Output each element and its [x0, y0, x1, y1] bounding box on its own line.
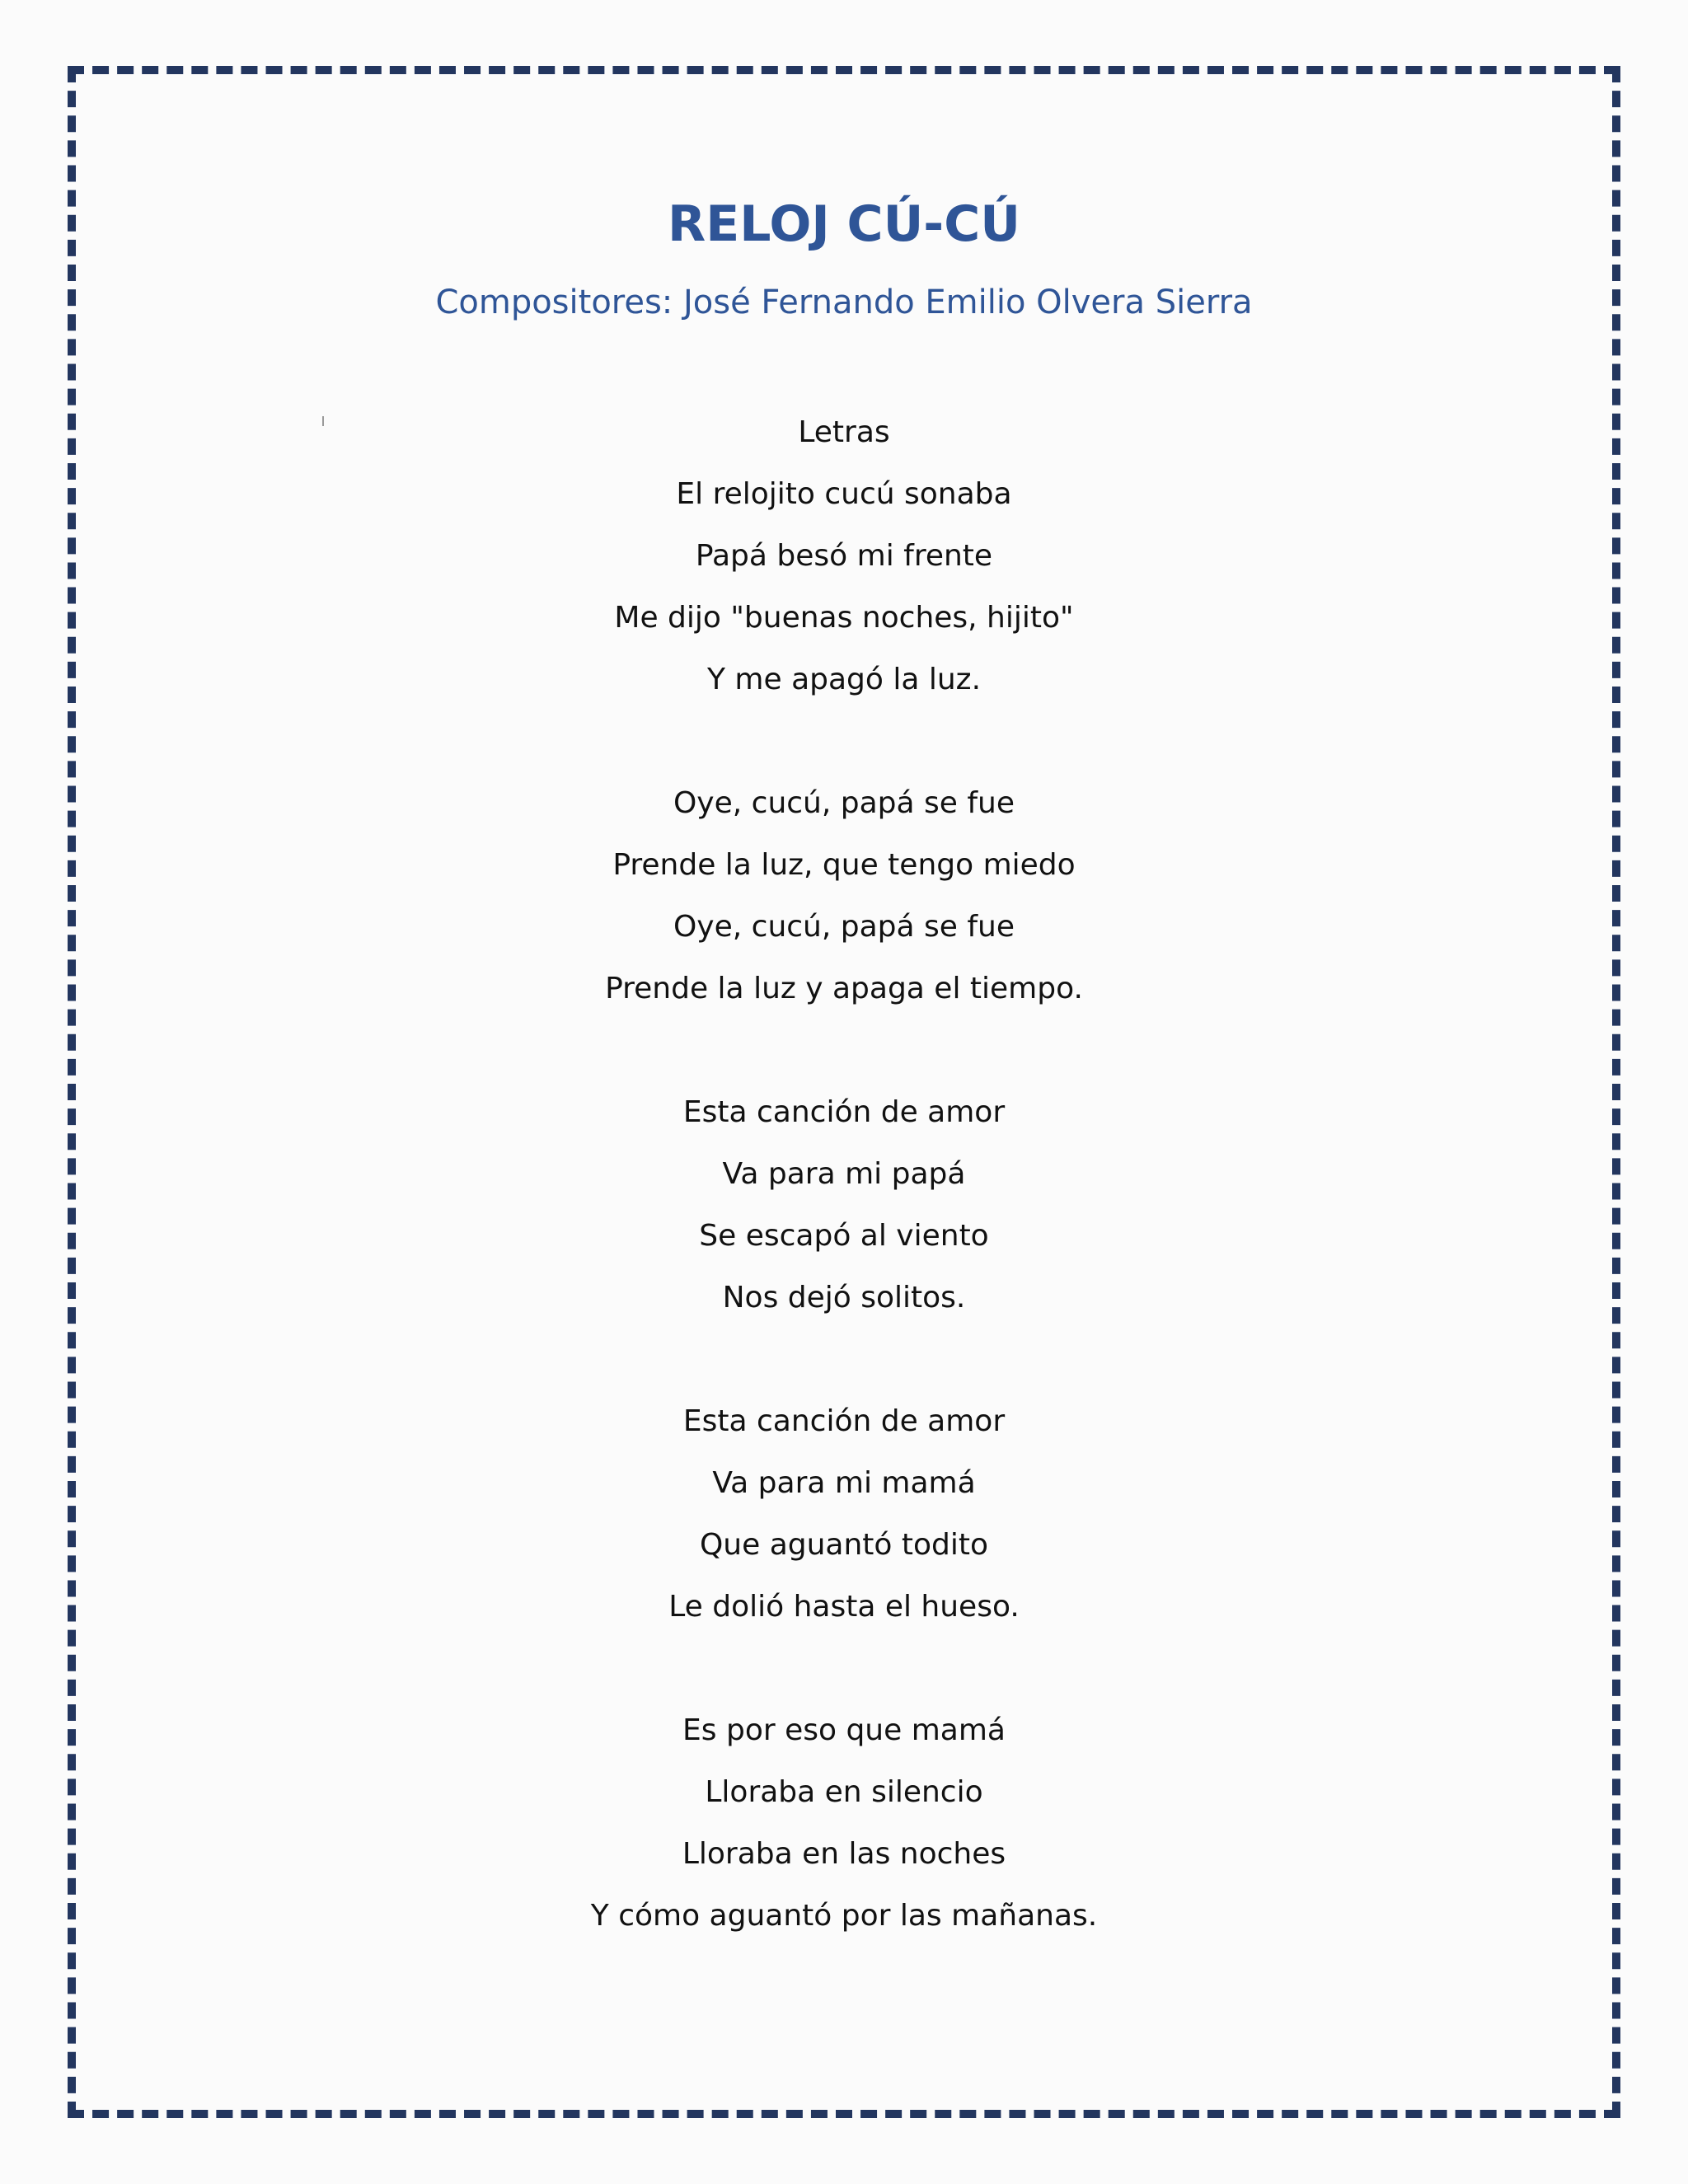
- lyric-line: Papá besó mi frente: [695, 539, 993, 573]
- lyric-line: Es por eso que mamá: [682, 1713, 1006, 1747]
- lyric-line: El relojito cucú sonaba: [676, 477, 1012, 511]
- lyric-line: Va para mi papá: [722, 1157, 966, 1191]
- lyric-line: Prende la luz y apaga el tiempo.: [605, 972, 1083, 1005]
- lyric-line: Esta canción de amor: [682, 1404, 1006, 1438]
- song-title: RELOJ CÚ-CÚ: [668, 195, 1020, 253]
- lyric-line: Lloraba en las noches: [682, 1837, 1006, 1871]
- lyric-line: Y me apagó la luz.: [706, 663, 982, 696]
- lyric-line: Esta canción de amor: [682, 1095, 1006, 1129]
- lyric-line: Prende la luz, que tengo miedo: [612, 848, 1076, 882]
- lyric-line: Y cómo aguantó por las mañanas.: [590, 1899, 1098, 1933]
- composer-credit: Compositores: José Fernando Emilio Olvera Sierra: [435, 284, 1253, 321]
- lyric-line: Se escapó al viento: [699, 1219, 989, 1253]
- lyric-line: Le dolió hasta el hueso.: [668, 1590, 1020, 1624]
- lyric-line: Oye, cucú, papá se fue: [673, 910, 1015, 944]
- lyric-line: Que aguantó todito: [699, 1528, 989, 1562]
- lyric-line: Va para mi mamá: [712, 1466, 976, 1500]
- lyric-line: Lloraba en silencio: [705, 1775, 983, 1809]
- lyrics-heading: Letras: [798, 415, 890, 449]
- lyric-line: Me dijo "buenas noches, hijito": [614, 601, 1074, 635]
- lyric-line: Nos dejó solitos.: [722, 1281, 966, 1315]
- lyric-line: Oye, cucú, papá se fue: [673, 786, 1015, 820]
